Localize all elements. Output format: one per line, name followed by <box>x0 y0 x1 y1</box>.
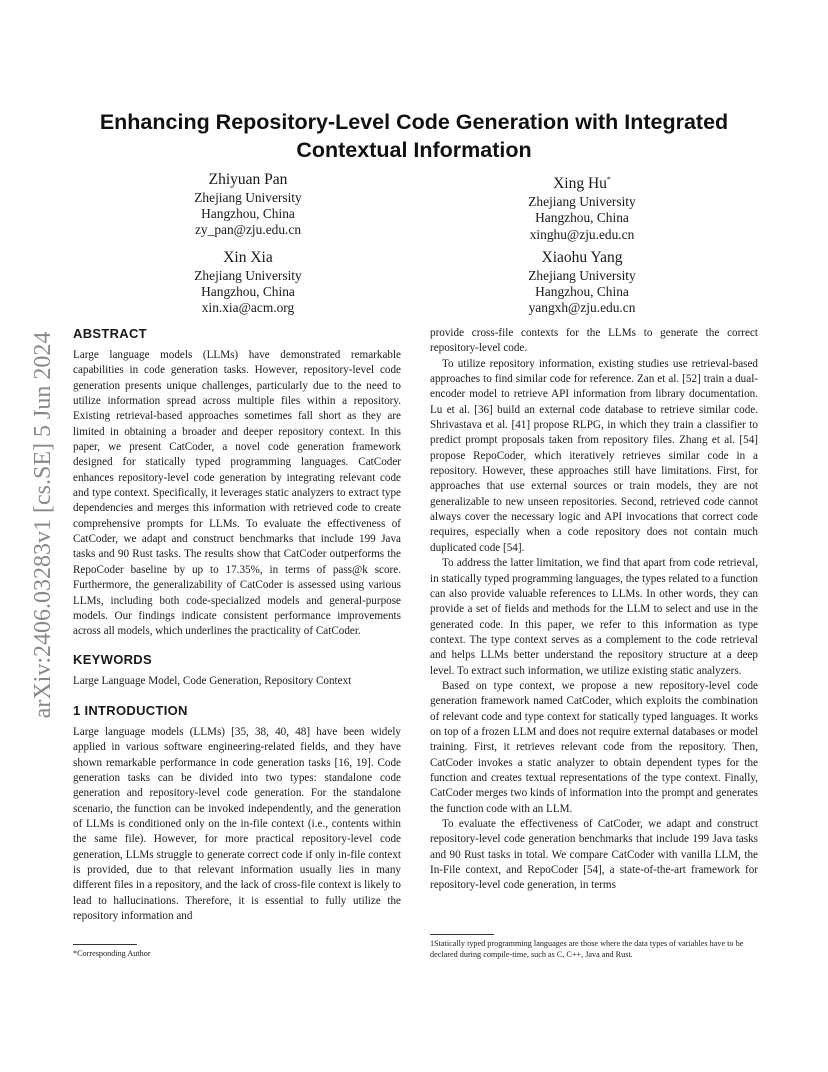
author-location: Hangzhou, China <box>535 210 629 226</box>
author-email: xin.xia@acm.org <box>201 300 295 316</box>
author-block <box>128 170 368 239</box>
introduction-heading: 1 INTRODUCTION <box>73 702 188 718</box>
author-affiliation: Zhejiang University <box>528 194 636 210</box>
intro-paragraph: To evaluate the effectiveness of CatCoder, we adapt and construct repository-level code generation benchmarks that include 199 Java tasks and 90 Rust tasks in total. We compare CatCoder with vanilla LLM, the In-File context, and RepoCoder [54], a state-of-the-art framework for repository-level code generation, in terms <box>430 818 758 892</box>
intro-paragraph: Large language models (LLMs) [35, 38, 40, 48] have been widely applied in various software engineering-related fields, and they have shown remarkable performance in code generation tasks [16, 19]. Code generation tasks can be divided into two types: standalone code generation and repository-level code generation. For the standalone scenario, the function can be invoked independently, and the generation of LLMs is conditioned only on the in-file context (i.e., contents within the same file). However, for more practical repository-level code generation, LLMs struggle to generate correct code if only in-file context is provided, due to that relevant information usually lies in many different files in a repository, and the lack of cross-file context is likely to lead to hallucinations. Therefore, it is essential to fully utilize the repository information and <box>73 725 401 922</box>
footnote-rule <box>430 934 494 935</box>
intro-paragraph: To address the latter limitation, we find that apart from code retrieval, in statically typed programming languages, the types related to a function can also provide valuable references to LLMs. In other words, they can provide a set of fields and methods for the LLM to select and use in the generated code. In this paper, we refer to this information as type context. The type context serves as a complement to the code retrieval and helps LLMs better understand the repository structure at a deep level. To extract such information, we utilize existing static analyzers. <box>430 557 758 677</box>
author-email: yangxh@zju.edu.cn <box>528 300 636 316</box>
intro-paragraph: Based on type context, we propose a new repository-level code generation framework named CatCoder, which exploits the combination of relevant code and type context for statically typed languages. It works on top of a frozen LLM and does not require external databases or model training. First, it retrieves relevant code from the repository. Then, CatCoder invokes a static analyzer to obtain dependent types for the function and creates textual representations of the type context. Finally, CatCoder merges two kinds of information into the prompt and generates the function code with an LLM. <box>430 679 758 815</box>
left-column <box>73 326 401 924</box>
author-location: Hangzhou, China <box>201 206 295 222</box>
author-affiliation: Zhejiang University <box>194 268 302 283</box>
author-name: Xin Xia <box>223 249 273 266</box>
footnote-corresponding: *Corresponding Author <box>73 949 151 958</box>
author-name: Xiaohu Yang <box>541 249 623 266</box>
keywords-heading: KEYWORDS <box>73 651 152 667</box>
abstract-text: Large language models (LLMs) have demonstrated remarkable capabilities in code generation tasks. However, repository-level code generation presents unique challenges, particularly due to the need to utilize information spread across multiple files within a repository. Existing retrieval-based approaches sometimes fall short as they are limited in obtaining a broader and deeper repository context. In this paper, we present CatCoder, a novel code generation framework designed for statically typed programming languages. CatCoder enhances repository-level code generation by integrating relevant code and type context. Specifically, it leverages static analyzers to extract type dependencies and merges this information with retrieved code to create comprehensive prompts for LLMs. To evaluate the effectiveness of CatCoder, we adapt and construct benchmarks that include 199 Java tasks and 90 Rust tasks. The results show that CatCoder outperforms the RepoCoder baseline by up to 17.35%, in terms of pass@k score. Furthermore, the generalizability of CatCoder is assessed using various LLMs, including both code-specialized models and general-purpose models. Our findings indicate consistent performance improvements across all models, which underlines the practicality of CatCoder. <box>73 349 401 638</box>
author-location: Hangzhou, China <box>535 284 629 300</box>
author-affiliation: Zhejiang University <box>528 268 636 283</box>
intro-paragraph: provide cross-file contexts for the LLMs to generate the correct repository-level code. <box>430 327 758 355</box>
author-email: zy_pan@zju.edu.cn <box>194 222 302 238</box>
author-block <box>128 248 368 317</box>
arxiv-identifier <box>20 300 60 750</box>
author-block <box>462 170 702 243</box>
author-name: Zhiyuan Pan <box>208 171 288 188</box>
right-column <box>430 326 758 894</box>
author-affiliation: Zhejiang University <box>194 190 302 205</box>
author-block <box>462 248 702 317</box>
author-location: Hangzhou, China <box>201 284 295 300</box>
paper-title: Enhancing Repository-Level Code Generation with Integrated Contextual Information <box>99 110 729 162</box>
intro-paragraph: To utilize repository information, existing studies use retrieval-based approaches to find similar code for reference. Zan et al. [52] train a dual-encoder model to retrieve API information from library documentation. Lu et al. [36] build an external code database to retrieve similar code. Shrivastava et al. [41] propose RLPG, in which they train a classifier to predict prompt proposals taken from repository files. Zhang et al. [54] propose RepoCoder, which iteratively retrieves similar code in a repository. However, these approaches still have limitations. First, for approaches that use external sources or train models, they are not generalizable to new unseen repositories. Second, retrieved code cannot always cover the necessary logic and API invocations that correct code requires, especially when a code repository does not contain much duplicated code [54]. <box>430 357 758 554</box>
author-name: Xing Hu* <box>553 175 611 193</box>
footnote-statically-typed: 1Statically typed programming languages are those where the data types of variables have to be declared during compile-time, such as C, C++, Java and Rust. <box>430 939 744 959</box>
keywords-text: Large Language Model, Code Generation, Repository Context <box>73 674 352 687</box>
arxiv-id-text: arXiv:2406.03283v1 [cs.SE] 5 Jun 2024 <box>30 331 56 719</box>
footnote-rule <box>73 944 137 945</box>
abstract-heading: ABSTRACT <box>73 326 147 341</box>
author-email: xinghu@zju.edu.cn <box>529 226 635 242</box>
